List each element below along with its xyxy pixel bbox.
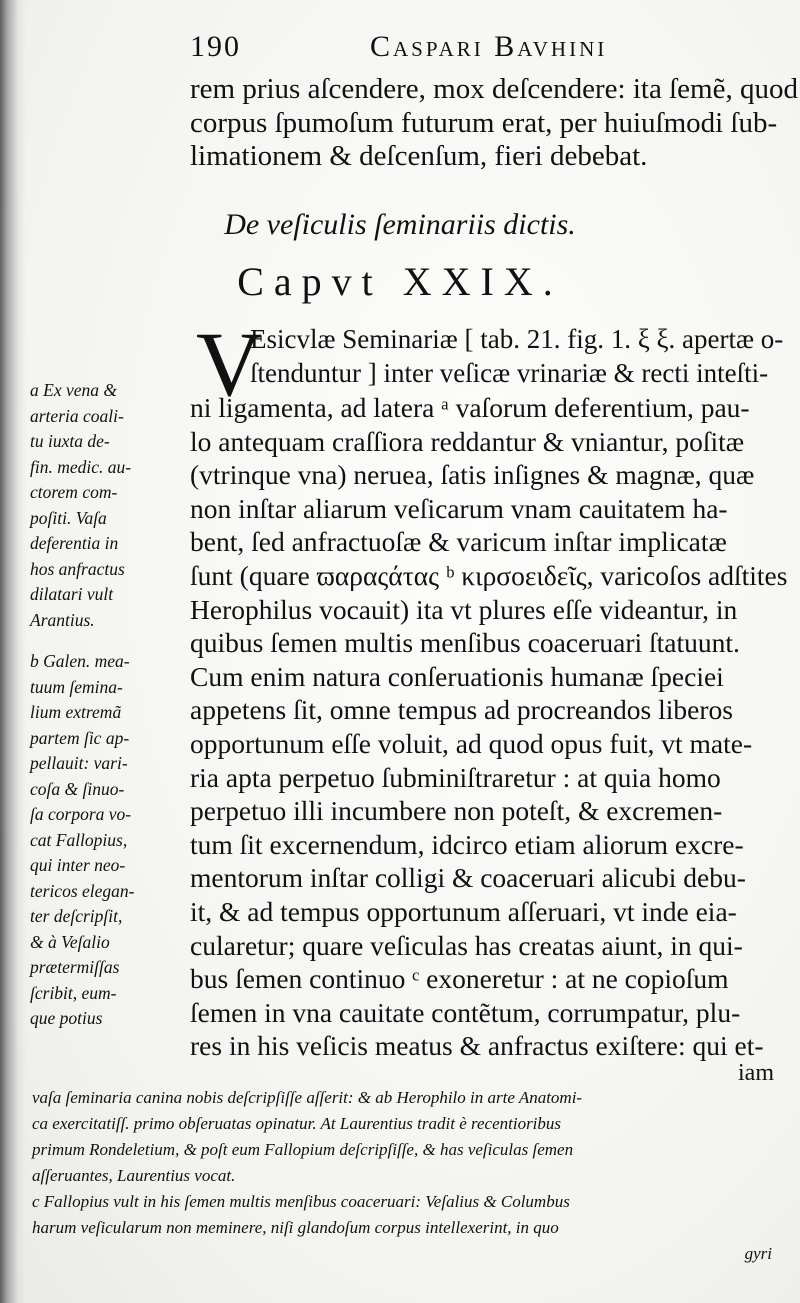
text-line: (vtrinque vna) neruea, ſatis inſignes & magnæ, quæ — [190, 459, 755, 491]
text-line: bus ſemen continuo ᶜ exoneretur : at ne copioſum — [190, 963, 729, 995]
text-line: lo antequam craſſiora reddantur & vniantur, poſitæ — [190, 425, 745, 457]
chapter-title: Capvt XXIX. — [237, 259, 563, 304]
note-line: que potius — [30, 1008, 103, 1028]
text-line: res in his veſicis meatus & anfractus exiſtere: qui et- — [190, 1030, 764, 1062]
note-line: poſiti. Vaſa — [30, 507, 107, 528]
footnote-line: aſſeruantes, Laurentius vocat. — [32, 1166, 236, 1185]
note-line: dilatari vult — [30, 584, 114, 604]
catchword: iam — [738, 1060, 774, 1086]
margin-note-a — [30, 378, 180, 633]
note-line: ſa corpora vo- — [30, 804, 132, 824]
note-line: b Galen. mea- — [30, 651, 130, 671]
note-line: prætermiſſas — [30, 957, 120, 977]
note-line: hos anfractus — [30, 558, 125, 579]
text-line: ſtenduntur ] inter veſicæ vrinariæ & recti inteſti- — [250, 357, 769, 388]
text-line: non inſtar aliarum veſicarum vnam cauitatem ha- — [190, 492, 728, 524]
text-line: Cum enim natura conſeruationis humanæ ſpeciei — [190, 660, 724, 692]
note-line: tu iuxta de- — [30, 431, 110, 451]
note-line: & à Veſalio — [30, 931, 110, 952]
footnote-line: c Fallopius vult in his ſemen multis menſibus coaceruari: Veſalius & Columbus — [32, 1192, 570, 1211]
note-line: ter deſcripſit, — [30, 906, 123, 926]
note-line: Arantius. — [30, 609, 95, 630]
note-line: deferentia in — [30, 533, 119, 553]
margin-notes — [30, 378, 180, 1032]
continued-text — [190, 73, 798, 174]
note-line: pellauit: vari- — [30, 753, 128, 773]
footnotes — [32, 1085, 772, 1267]
note-line: ctorem com- — [30, 482, 118, 502]
note-line: tuum ſemina- — [30, 676, 123, 697]
section-title: De veſiculis ſeminariis dictis. — [224, 208, 576, 241]
margin-note-b — [30, 649, 180, 1032]
note-line: tericos elegan- — [30, 880, 135, 901]
note-line: ſcribit, eum- — [30, 982, 117, 1003]
text-line: rem prius aſcendere, mox deſcendere: ita ſemẽ, quod — [190, 73, 798, 105]
text-line: it, & ad tempus opportunum aſſeruari, vt inde eia- — [190, 895, 737, 927]
text-line: Herophilus vocauit) ita vt plures eſſe videantur, in — [190, 593, 738, 625]
text-line: opportunum eſſe voluit, ad quod opus fuit, vt mate- — [190, 727, 753, 759]
footnote-line: vaſa ſeminaria canina nobis deſcripſiſſe aſſerit: & ab Herophilo in arte Anatomi- — [32, 1088, 583, 1107]
note-line: arteria coali- — [30, 405, 124, 426]
text-line: perpetuo illi incumbere non poteſt, & excremen- — [190, 795, 723, 827]
text-line: corpus ſpumoſum futurum erat, per huiuſmodi ſub- — [190, 106, 778, 139]
note-line: qui inter neo- — [30, 855, 126, 875]
text-line: ſemen in vna cauitate contẽtum, corrumpatur, plu- — [190, 996, 741, 1028]
text-line: tum ſit excernendum, idcirco etiam aliorum excre- — [190, 828, 744, 860]
text-line: ria apta perpetuo ſubminiſtraretur : at quia homo — [190, 761, 721, 793]
footnote-line: primum Rondeletium, & poſt eum Fallopium deſcripſiſſe, & has veſiculas ſemen — [32, 1140, 574, 1159]
text-line: quibus ſemen multis menſibus coaceruari ſtatuunt. — [190, 627, 740, 659]
text-line: bent, ſed anfractuoſæ & varicum inſtar implicatæ — [190, 526, 727, 558]
text-line: mentorum inſtar colligi & coaceruari alicubi debu- — [190, 862, 746, 894]
chapter-body — [190, 391, 787, 1063]
footnote-line: gyri — [744, 1244, 772, 1263]
note-line: cat Fallopius, — [30, 829, 128, 850]
text-line: appetens ſit, omne tempus ad procreandos liberos — [190, 694, 733, 726]
text-line: ſunt (quare ϖαραςάτας ᵇ κιρσοειδεῖς, varicoſos adſtites — [190, 559, 788, 591]
note-line: coſa & ſinuo- — [30, 778, 125, 799]
text-line: ni ligamenta, ad latera ᵃ vaſorum deferentium, pau- — [190, 392, 750, 423]
running-title: Caspari Bavhini — [370, 30, 608, 63]
page-number: 190 — [190, 30, 241, 63]
text-line: Esicvlæ Seminariæ [ tab. 21. fig. 1. ξ ξ. apertæ o- — [250, 324, 784, 354]
note-line: a Ex vena & — [30, 380, 117, 400]
binding-shadow — [0, 0, 26, 1303]
footnote-line: ca exercitatiſſ. primo obſeruatas opinatur. At Laurentius tradit è recentioribus — [32, 1114, 562, 1133]
text-line: cularetur; quare veſiculas has creatas aiunt, in qui- — [190, 929, 743, 961]
note-line: lium extremã — [30, 702, 122, 722]
drop-cap: V — [196, 313, 263, 415]
chapter-opening-lines — [250, 323, 783, 390]
note-line: partem ſic ap- — [30, 727, 130, 748]
note-line: fin. medic. au- — [30, 456, 132, 477]
text-line: limationem & deſcenſum, fieri debebat. — [190, 140, 648, 173]
footnote-line: harum veſicularum non meminere, niſi glandoſum corpus intellexerint, in quo — [32, 1218, 559, 1237]
